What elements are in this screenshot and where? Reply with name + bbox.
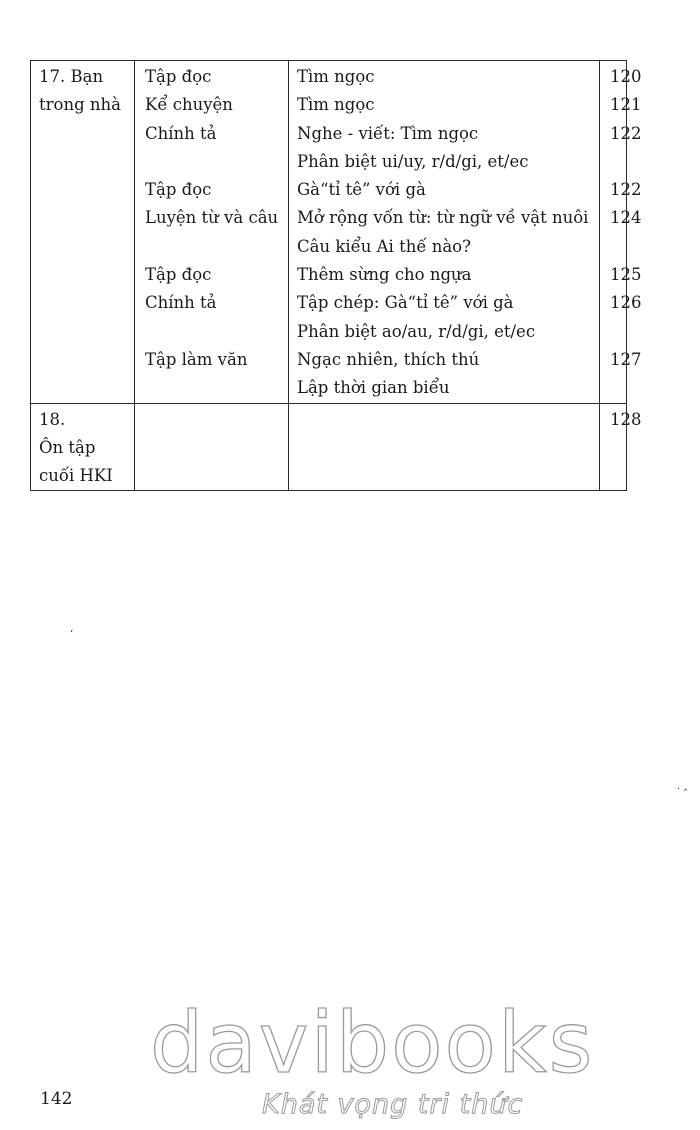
page-ref-4 (600, 148, 625, 176)
watermark-slogan: Khát vọng tri thức (262, 1089, 524, 1120)
table-row-unit-18 (31, 403, 627, 490)
title-9: Tập chép: Gà“tỉ tê” với gà (297, 293, 514, 313)
title-6: Mở rộng vốn từ: từ ngữ về vật nuôi (297, 208, 589, 228)
watermark-logo: davibooks (150, 994, 595, 1092)
activity-3: Chính tả (145, 123, 217, 143)
page-ref-2: 121 (610, 95, 642, 115)
title-5: Gà“tỉ tê” với gà (297, 180, 426, 200)
activity-7 (145, 233, 288, 261)
page-ref-5: 122 (610, 180, 642, 200)
print-speck-mark: ‘ (70, 629, 74, 640)
page-ref-12 (600, 374, 625, 402)
page-ref-8: 125 (610, 265, 642, 285)
activity-9: Chính tả (145, 293, 217, 313)
print-speck-mark: ˄ (683, 789, 688, 800)
activity-1: Tập đọc (145, 67, 212, 86)
page-ref-11: 127 (610, 349, 642, 369)
unit-18-line-1: 18. (39, 409, 66, 429)
unit-17-line-1: 17. Bạn (39, 67, 104, 86)
title-11: Ngạc nhiên, thích thú (297, 349, 480, 369)
title-cell-18 (289, 403, 600, 490)
title-4: Phân biệt ui/uy, r/d/gi, et/ec (297, 151, 529, 171)
title-1: Tìm ngọc (297, 67, 375, 86)
title-3: Nghe - viết: Tìm ngọc (297, 123, 479, 143)
title-7: Câu kiểu Ai thế nào? (297, 236, 471, 256)
title-8: Thêm sừng cho ngựa (297, 265, 472, 285)
activity-cell-18 (135, 403, 289, 490)
contents-table (30, 60, 642, 491)
table-row-unit-17 (31, 61, 627, 404)
page-ref-3: 122 (610, 123, 642, 143)
page-cell-17 (600, 61, 642, 404)
activity-6: Luyện từ và câu (145, 208, 279, 228)
unit-18-line-3: cuối HKI (39, 465, 113, 485)
activity-5: Tập đọc (145, 180, 212, 200)
activity-10 (145, 318, 288, 346)
activity-12 (145, 374, 288, 402)
page-ref-10 (600, 318, 625, 346)
activity-18-1 (145, 406, 288, 434)
page-ref-6: 124 (610, 208, 642, 228)
title-12: Lập thời gian biểu (297, 378, 450, 398)
activity-4 (145, 148, 288, 176)
title-cell-17 (289, 61, 600, 404)
page-number: 142 (40, 1089, 73, 1109)
page-ref-7 (600, 233, 625, 261)
page-ref-18-1: 128 (610, 409, 642, 429)
page-ref-1: 120 (610, 67, 642, 86)
watermark (150, 994, 595, 1123)
print-speck-mark: · (677, 784, 681, 795)
activity-2: Kể chuyện (145, 95, 233, 115)
unit-cell-18 (31, 403, 135, 490)
unit-17-line-2: trong nhà (39, 95, 121, 115)
unit-cell-17 (31, 61, 135, 404)
page-cell-18 (600, 403, 642, 490)
unit-18-line-2: Ôn tập (39, 437, 96, 457)
activity-11: Tập làm văn (145, 349, 248, 369)
page-ref-9: 126 (610, 293, 642, 313)
activity-cell-17 (135, 61, 289, 404)
activity-8: Tập đọc (145, 265, 212, 285)
title-2: Tìm ngọc (297, 95, 375, 115)
title-10: Phân biệt ao/au, r/d/gi, et/ec (297, 321, 536, 341)
title-18-1 (297, 406, 599, 434)
